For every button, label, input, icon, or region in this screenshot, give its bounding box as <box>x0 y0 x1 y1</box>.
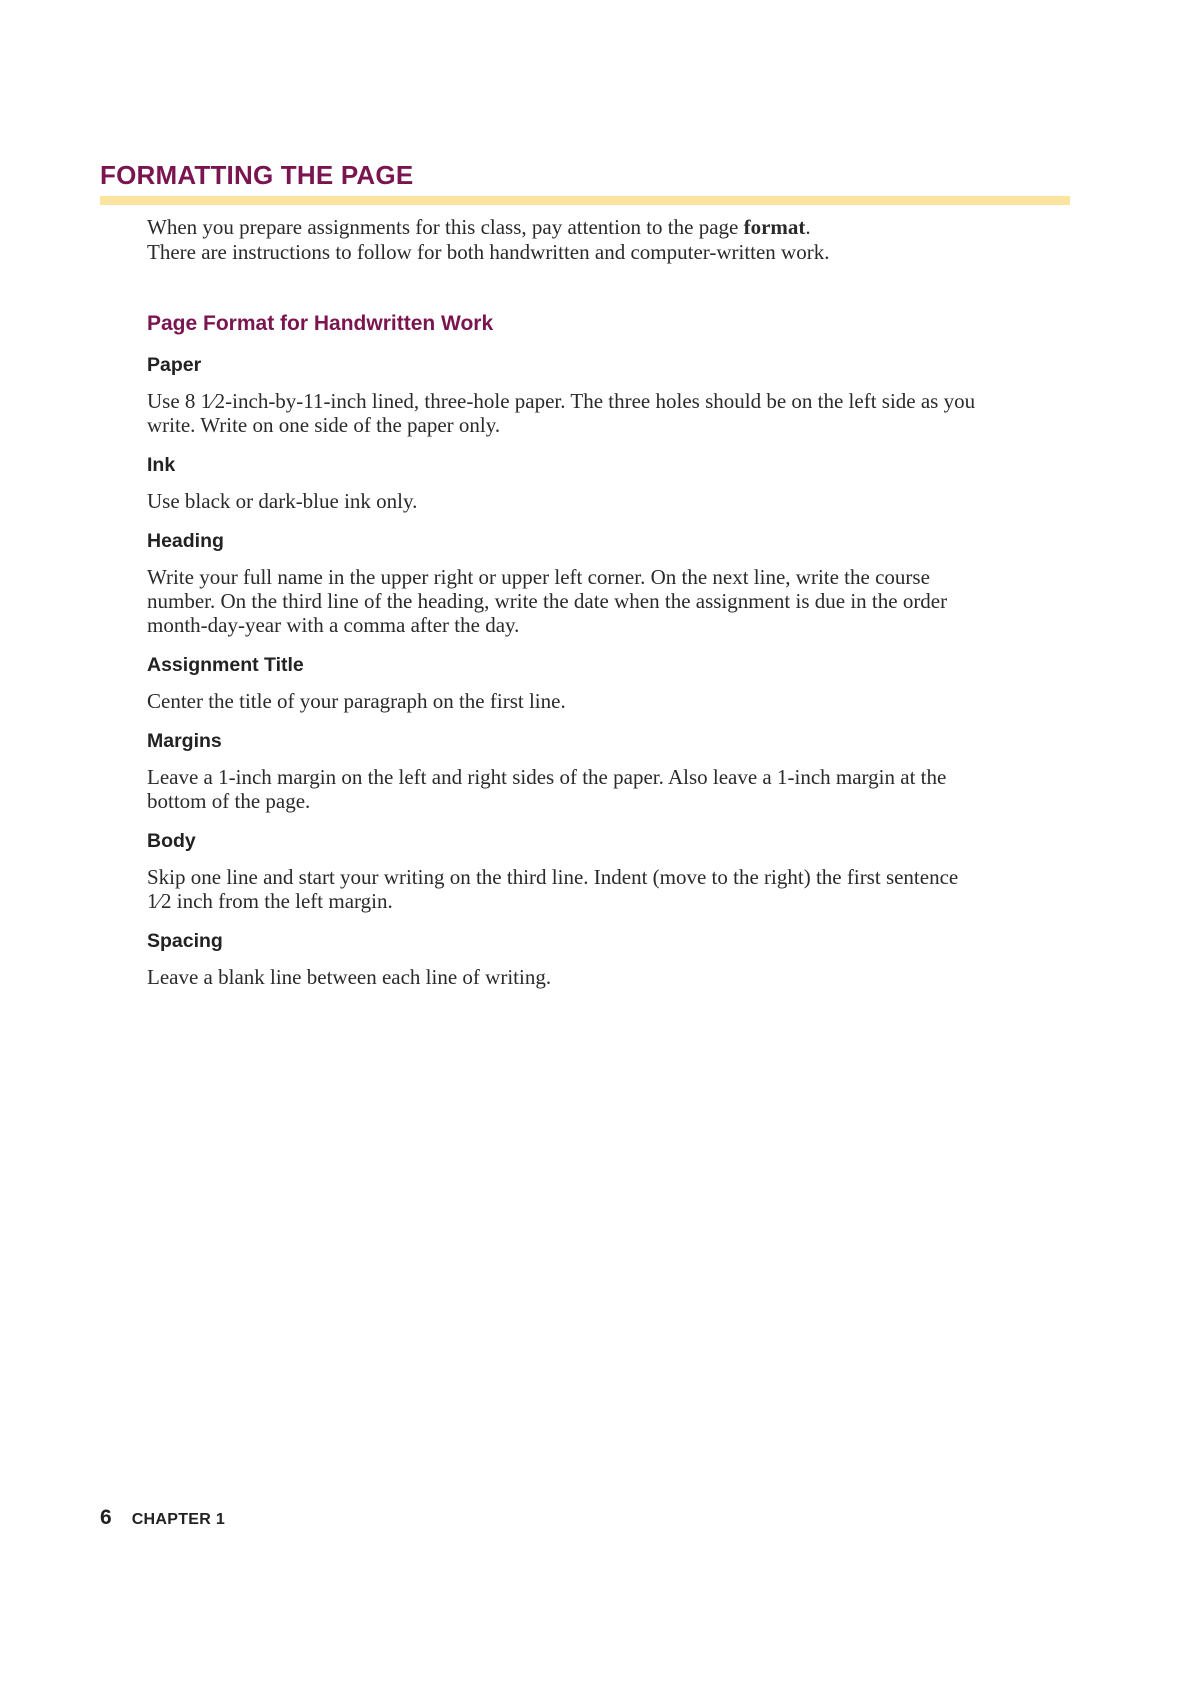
intro-bold-word: format <box>743 215 806 239</box>
title-underline-rule <box>100 196 1070 205</box>
intro-text-before: When you prepare assignments for this class, pay attention to the page <box>147 215 744 239</box>
item-heading: Heading <box>147 530 224 552</box>
intro-text-after: . <box>805 215 811 239</box>
subsection-title: Page Format for Handwritten Work <box>147 312 494 335</box>
page-number: 6 <box>100 1506 112 1529</box>
item-text: Write your full name in the upper right or upper left corner. On the next line, write the course number. On the third line of the heading, write the date when the assignment is due in the order month-day-year with a comma after the day. <box>147 565 948 637</box>
item-heading: Body <box>147 830 196 852</box>
item-heading: Ink <box>147 454 176 476</box>
item-body <box>147 829 977 913</box>
item-margins <box>147 729 977 813</box>
item-spacing <box>147 929 977 989</box>
item-heading: Margins <box>147 730 222 752</box>
item-text: Skip one line and start your writing on the third line. Indent (move to the right) the first sentence 1⁄2 inch from the left margin. <box>147 865 959 913</box>
item-assignment-title <box>147 653 977 713</box>
item-text: Leave a blank line between each line of writing. <box>147 965 552 989</box>
chapter-label: CHAPTER 1 <box>131 1511 226 1528</box>
item-heading: Spacing <box>147 930 223 952</box>
item-text: Use 8 1⁄2-inch-by-11-inch lined, three-hole paper. The three holes should be on the left side as you write. Write on one side of the paper only. <box>147 389 976 437</box>
item-text: Leave a 1-inch margin on the left and right sides of the paper. Also leave a 1-inch margin at the bottom of the page. <box>147 765 947 813</box>
item-heading-section <box>147 529 977 637</box>
section-title: FORMATTING THE PAGE <box>100 160 414 190</box>
intro-paragraph <box>147 215 977 265</box>
item-ink <box>147 453 977 513</box>
item-paper <box>147 353 977 437</box>
page-footer <box>100 1506 225 1530</box>
intro-line-2: There are instructions to follow for both handwritten and computer-written work. <box>147 240 830 264</box>
item-text: Use black or dark-blue ink only. <box>147 489 418 513</box>
page-content <box>147 215 977 989</box>
item-text: Center the title of your paragraph on the first line. <box>147 689 566 713</box>
item-heading: Assignment Title <box>147 654 304 676</box>
item-heading: Paper <box>147 354 202 376</box>
